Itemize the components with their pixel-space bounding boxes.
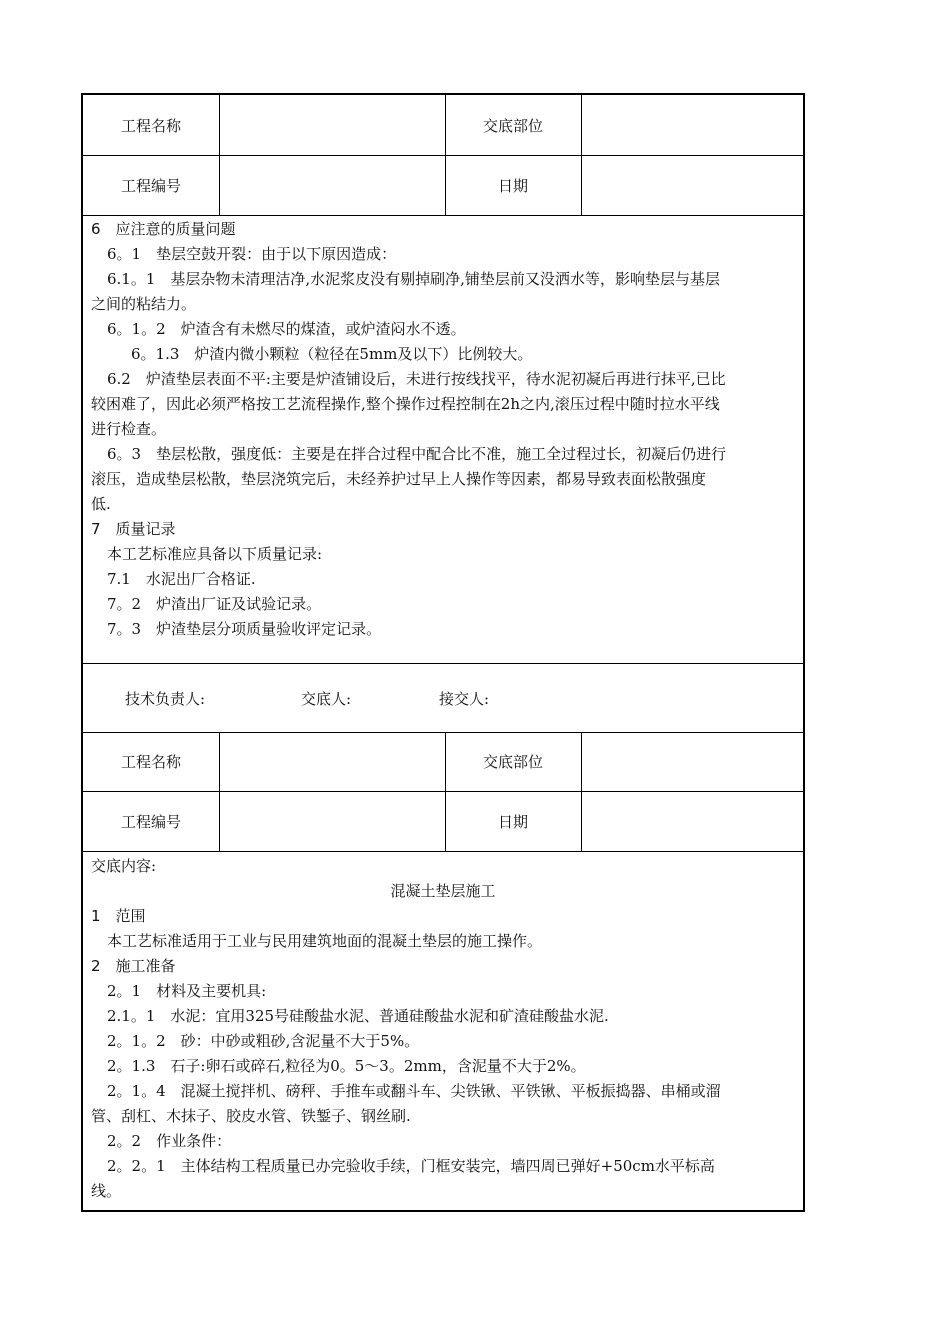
para-1-scope: 本工艺标准适用于工业与民用建筑地面的混凝土垫层的施工操作。 — [107, 932, 543, 950]
para-6-1: 6。1 垫层空鼓开裂：由于以下原因造成： — [107, 245, 397, 263]
handover-part-label: 交底部位 — [482, 116, 543, 135]
project-name-label-2: 工程名称 — [120, 753, 181, 771]
para-6-1-3: 6。1.3 炉渣内微小颗粒（粒径在5mm及以下）比例较大。 — [131, 345, 533, 363]
concrete-cushion-content — [91, 854, 795, 1204]
header-row-3 — [83, 732, 803, 792]
para-6-1-2: 6。1。2 炉渣含有未燃尽的煤渣，或炉渣闷水不透。 — [107, 320, 466, 338]
handover-part-label-2: 交底部位 — [482, 753, 543, 771]
para-6-3: 6。3 垫层松散，强度低：主要是在拌合过程中配合比不准，施工全过程过长，初凝后仍进行 — [107, 445, 727, 463]
received-by-label: 接交人: — [439, 690, 490, 708]
quality-issues-content — [91, 217, 795, 642]
project-number-value-2[interactable] — [219, 791, 445, 851]
date-label: 日期 — [497, 176, 528, 195]
para-2-1-1: 2.1。1 水泥：宜用325号硅酸盐水泥、普通硅酸盐水泥和矿渣硅酸盐水泥. — [107, 1007, 609, 1025]
handover-by-label: 交底人: — [301, 690, 352, 708]
doc-title: 混凝土垫层施工 — [390, 882, 496, 900]
project-number-label-2: 工程编号 — [120, 812, 181, 831]
para-7-2: 7。2 炉渣出厂证及试验记录。 — [107, 595, 322, 613]
section-6-title: 6 应注意的质量问题 — [91, 220, 236, 238]
para-6-2-cont2: 进行检查。 — [91, 420, 167, 438]
header-row-1 — [83, 95, 803, 156]
para-2-2: 2。2 作业条件： — [107, 1132, 232, 1150]
date-value-2[interactable] — [581, 791, 803, 851]
para-7-1: 7.1 水泥出厂合格证. — [107, 570, 256, 588]
date-label-2: 日期 — [497, 812, 528, 831]
para-2-1-2: 2。1。2 砂：中砂或粗砂,含泥量不大于5%。 — [107, 1032, 420, 1050]
para-2-1-4-cont: 管、刮杠、木抹子、胶皮水管、铁錾子、钢丝刷. — [91, 1107, 411, 1125]
project-name-value-2[interactable] — [219, 732, 445, 791]
section-2-title: 2 施工准备 — [91, 957, 176, 975]
tech-lead-label: 技术负责人: — [125, 690, 206, 708]
para-7-intro: 本工艺标准应具备以下质量记录: — [107, 545, 323, 563]
para-6-1-1: 6.1。1 基层杂物未清理洁净,水泥浆皮没有剔掉刷净,铺垫层前又没洒水等，影响垫层与基层 — [107, 270, 720, 288]
signature-row — [83, 663, 803, 733]
para-2-1-3: 2。1.3 石子:卵石或碎石,粒径为0。5～3。2mm，含泥量不大于2%。 — [107, 1057, 586, 1075]
section-1-title: 1 范围 — [91, 907, 146, 925]
para-2-2-1-cont: 线。 — [91, 1182, 122, 1200]
project-name-value[interactable] — [219, 95, 445, 155]
date-value[interactable] — [581, 155, 803, 215]
para-6-3-cont2: 低. — [91, 495, 111, 513]
para-6-2-cont1: 较困难了，因此必须严格按工艺流程操作,整个操作过程控制在2h之内,滚压过程中随时拉水平线 — [91, 395, 720, 413]
handover-part-value-2[interactable] — [581, 732, 803, 791]
header-row-2 — [83, 155, 803, 216]
para-7-3: 7。3 炉渣垫层分项质量验收评定记录。 — [107, 620, 382, 638]
handover-form — [81, 93, 805, 1212]
para-6-3-cont1: 滚压，造成垫层松散，垫层浇筑完后，未经养护过早上人操作等因素，都易导致表面松散强度 — [91, 470, 707, 488]
section-7-title: 7 质量记录 — [91, 520, 176, 538]
para-2-1-4: 2。1。4 混凝土搅拌机、磅秤、手推车或翻斗车、尖铁锹、平铁锹、平板振捣器、串桶或溜 — [107, 1082, 721, 1100]
project-number-value[interactable] — [219, 155, 445, 215]
para-6-2: 6.2 炉渣垫层表面不平:主要是炉渣铺设后，未进行按线找平，待水泥初凝后再进行抹平,已比 — [107, 370, 726, 388]
para-2-2-1: 2。2。1 主体结构工程质量已办完验收手续，门框安装完，墙四周已弹好+50cm水平标高 — [107, 1157, 715, 1175]
content-label: 交底内容: — [91, 857, 157, 875]
handover-part-value[interactable] — [581, 95, 803, 155]
project-name-label: 工程名称 — [120, 116, 181, 135]
project-number-label: 工程编号 — [120, 176, 181, 195]
para-2-1: 2。1 材料及主要机具: — [107, 982, 267, 1000]
para-6-1-1-cont: 之间的粘结力。 — [91, 295, 197, 313]
header-row-4 — [83, 791, 803, 852]
